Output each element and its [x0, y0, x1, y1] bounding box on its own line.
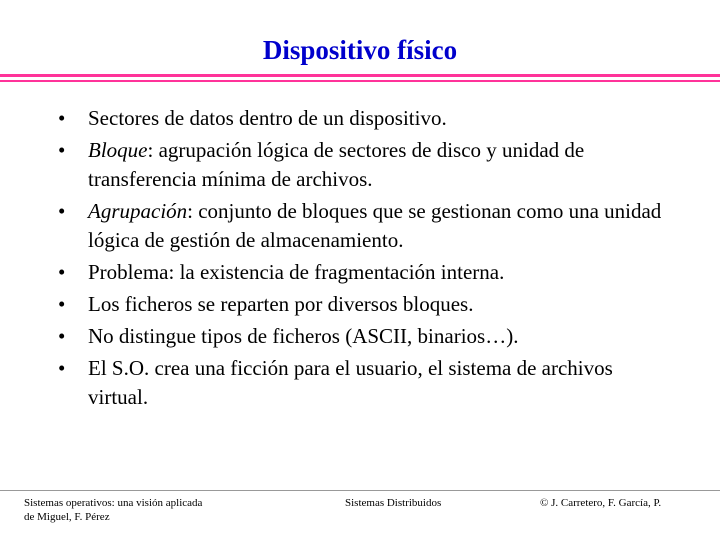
bullet-item [58, 290, 678, 319]
bullet-icon: • [58, 324, 66, 348]
bullet-text: El S.O. crea una ficción para el usuario, el sistema de archivos virtual. [88, 356, 613, 409]
bullet-item [58, 104, 678, 133]
footer-divider [0, 490, 720, 491]
bullet-item [58, 258, 678, 287]
bullet-icon: • [58, 199, 66, 223]
bullet-text: Problema: la existencia de fragmentación interna. [88, 260, 505, 284]
bullet-list [58, 104, 678, 415]
footer-book-authors: de Miguel, F. Pérez [24, 511, 110, 523]
slide-title: Dispositivo físico [262, 35, 458, 65]
footer-book-title: Sistemas operativos: una visión aplicada [24, 497, 203, 509]
footer-copyright: © J. Carretero, F. García, P. [540, 497, 662, 509]
bullet-item [58, 354, 678, 412]
bullet-item [58, 136, 678, 194]
bullet-text: Los ficheros se reparten por diversos bloques. [88, 292, 474, 316]
bullet-term: Agrupación [88, 199, 188, 223]
footer-book-credit [24, 496, 284, 524]
title-underline-thin [0, 80, 720, 82]
bullet-term: Bloque [88, 138, 148, 162]
bullet-item [58, 322, 678, 351]
bullet-text: Sectores de datos dentro de un dispositivo. [88, 106, 447, 130]
title-underline-thick [0, 74, 720, 77]
bullet-icon: • [58, 138, 66, 162]
bullet-icon: • [58, 356, 66, 380]
bullet-item [58, 197, 678, 255]
bullet-icon: • [58, 260, 66, 284]
bullet-text: No distingue tipos de ficheros (ASCII, binarios…). [88, 324, 519, 348]
bullet-icon: • [58, 292, 66, 316]
bullet-text: : agrupación lógica de sectores de disco y unidad de transferencia mínima de archivos. [88, 138, 585, 191]
bullet-text: : conjunto de bloques que se gestionan como una unidad lógica de gestión de almacenamiento. [88, 199, 662, 252]
footer-course-name: Sistemas Distribuidos [345, 497, 442, 509]
bullet-icon: • [58, 106, 66, 130]
